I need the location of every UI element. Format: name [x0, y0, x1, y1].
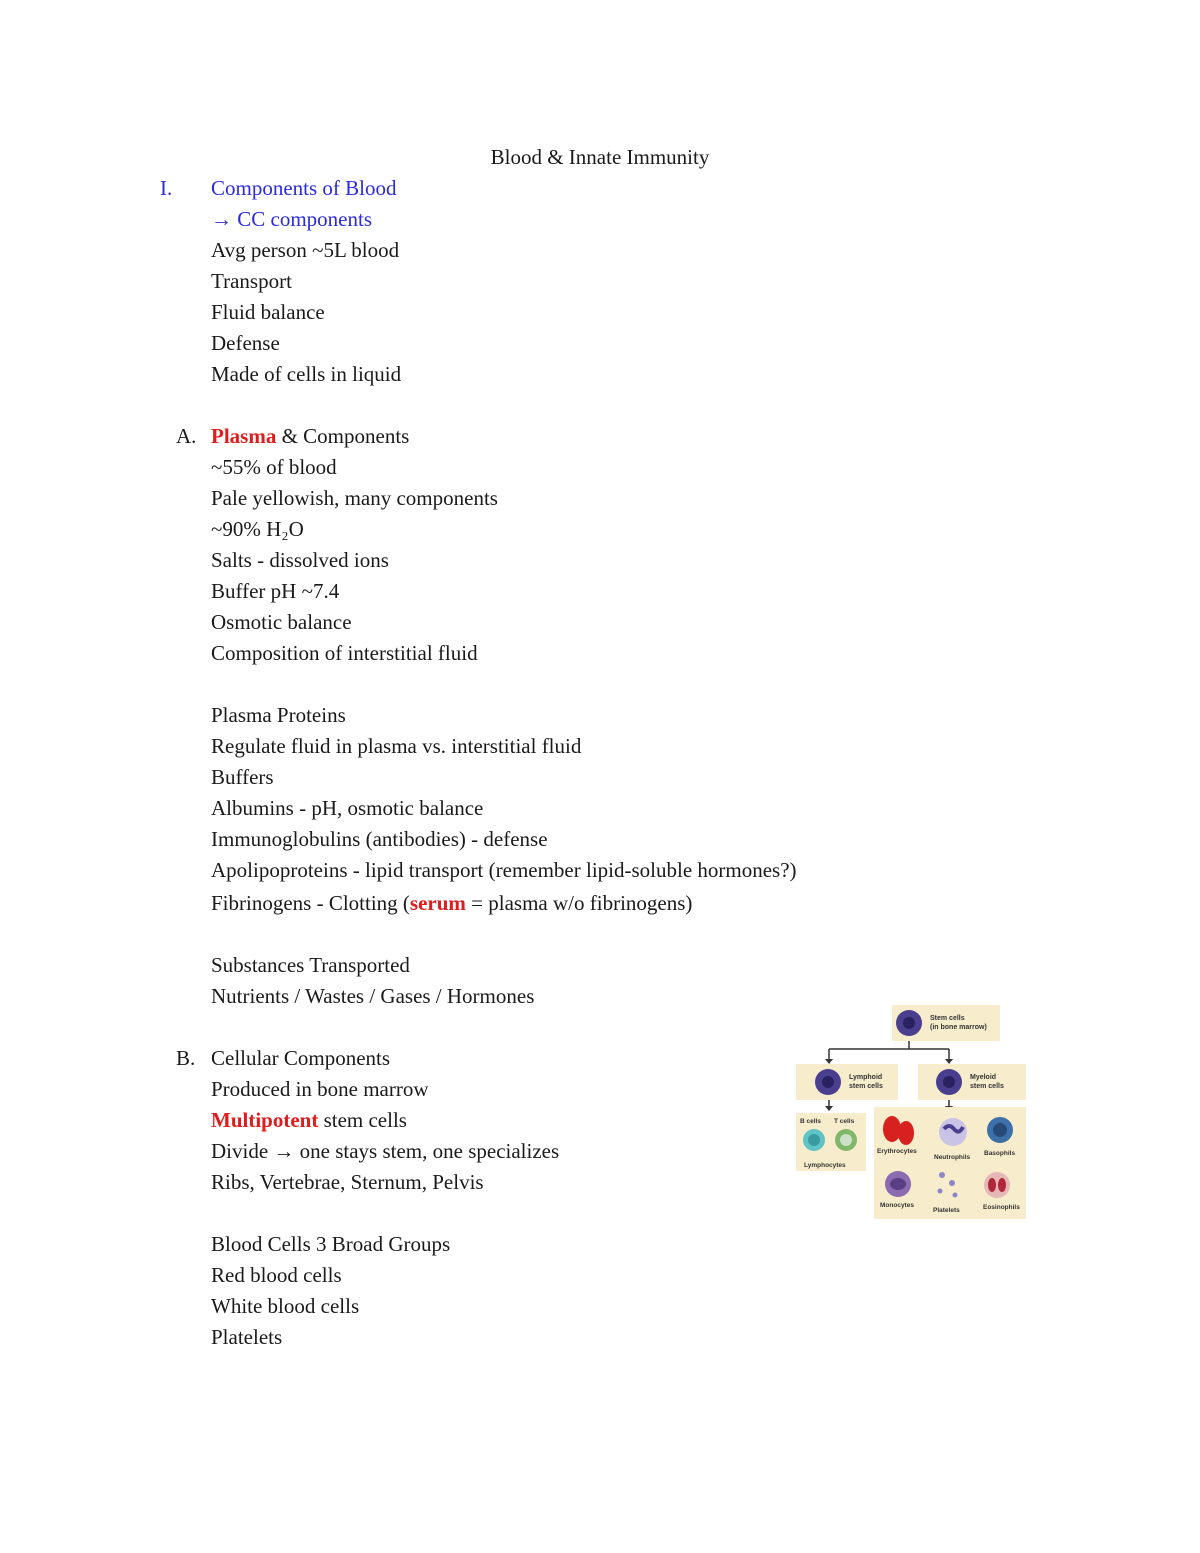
section-1-line: Transport [211, 269, 292, 293]
lymphoid-label-sub: stem cells [849, 1083, 883, 1090]
section-a-line: Pale yellowish, many components [211, 486, 498, 510]
section-a-heading [211, 422, 409, 450]
section-1-line: Avg person ~5L blood [211, 238, 400, 262]
erythrocyte-icon [883, 1116, 901, 1142]
basophils-label: Basophils [984, 1150, 1016, 1157]
section-b-line: Ribs, Vertebrae, Sternum, Pelvis [211, 1170, 484, 1194]
substances-line: Nutrients / Wastes / Gases / Hormones [211, 984, 535, 1008]
plasma-proteins-heading: Plasma Proteins [211, 703, 346, 727]
platelet-icon [939, 1172, 945, 1178]
section-1-line: Made of cells in liquid [211, 362, 402, 386]
monocytes-label: Monocytes [880, 1202, 914, 1209]
eosinophil-icon [984, 1172, 1010, 1198]
erythrocytes-label: Erythrocytes [877, 1148, 917, 1155]
section-a-heading-rest: & Components [276, 424, 410, 448]
blood-cells-line: White blood cells [211, 1294, 360, 1318]
section-a-line: Composition of interstitial fluid [211, 641, 478, 665]
multipotent-line [211, 1106, 407, 1134]
myeloid-label-sub: stem cells [970, 1083, 1004, 1090]
section-a-line: Osmotic balance [211, 610, 352, 634]
plasma-proteins-line: Immunoglobulins (antibodies) - defense [211, 827, 548, 851]
lymphoid-label: Lymphoid [849, 1074, 883, 1081]
section-1-line: Defense [211, 331, 280, 355]
fibrinogens-post: = plasma w/o fibrinogens) [465, 891, 693, 915]
eosinophils-label: Eosinophils [983, 1204, 1020, 1211]
section-1-line: Fluid balance [211, 300, 325, 324]
platelets-label: Platelets [933, 1207, 960, 1214]
myeloid-label: Myeloid [970, 1074, 997, 1081]
hematopoiesis-figure [794, 1003, 1030, 1221]
section-b-line: Produced in bone marrow [211, 1077, 429, 1101]
neutrophil-icon [939, 1118, 967, 1146]
blood-cells-line: Platelets [211, 1325, 283, 1349]
section-a-line: Salts - dissolved ions [211, 548, 389, 572]
blood-cells-heading: Blood Cells 3 Broad Groups [211, 1232, 451, 1256]
serum-term: serum [409, 891, 466, 915]
multipotent-rest: stem cells [318, 1108, 407, 1132]
plasma-proteins-line: Buffers [211, 765, 274, 789]
neutrophils-label: Neutrophils [934, 1154, 971, 1161]
section-b-heading: Cellular Components [211, 1046, 391, 1070]
multipotent-term: Multipotent [211, 1108, 319, 1132]
t-cells-label: T cells [834, 1118, 855, 1125]
section-1-subheading: → CC components [211, 207, 372, 231]
lymphoid-panel [796, 1064, 898, 1100]
section-a-marker: A. [176, 424, 197, 448]
b-cells-label: B cells [800, 1118, 821, 1125]
section-a-line: ~90% H₂O [211, 517, 304, 541]
section-b-line: Divide → one stays stem, one specializes [211, 1139, 560, 1163]
myeloid-panel [918, 1064, 1026, 1100]
section-b-marker: B. [176, 1046, 196, 1070]
plasma-proteins-line: Apolipoproteins - lipid transport (remember lipid-soluble hormones?) [211, 858, 797, 882]
section-a-line: Buffer pH ~7.4 [211, 579, 340, 603]
stem-cells-label: Stem cells [930, 1015, 965, 1022]
substances-heading: Substances Transported [211, 953, 410, 977]
fibrinogens-pre: Fibrinogens - Clotting ( [211, 891, 410, 915]
page-title: Blood & Innate Immunity [490, 145, 710, 169]
blood-cells-line: Red blood cells [211, 1263, 342, 1287]
section-a-line: ~55% of blood [211, 455, 337, 479]
plasma-term: Plasma [211, 424, 277, 448]
fibrinogens-line [211, 889, 692, 917]
stem-cells-label-sub: (in bone marrow) [930, 1024, 987, 1031]
plasma-proteins-line: Regulate fluid in plasma vs. interstitial fluid [211, 734, 582, 758]
lymphocytes-label: Lymphocytes [804, 1162, 846, 1169]
section-1-marker: I. [160, 176, 173, 200]
section-1-heading: Components of Blood [211, 176, 397, 200]
plasma-proteins-line: Albumins - pH, osmotic balance [211, 796, 484, 820]
